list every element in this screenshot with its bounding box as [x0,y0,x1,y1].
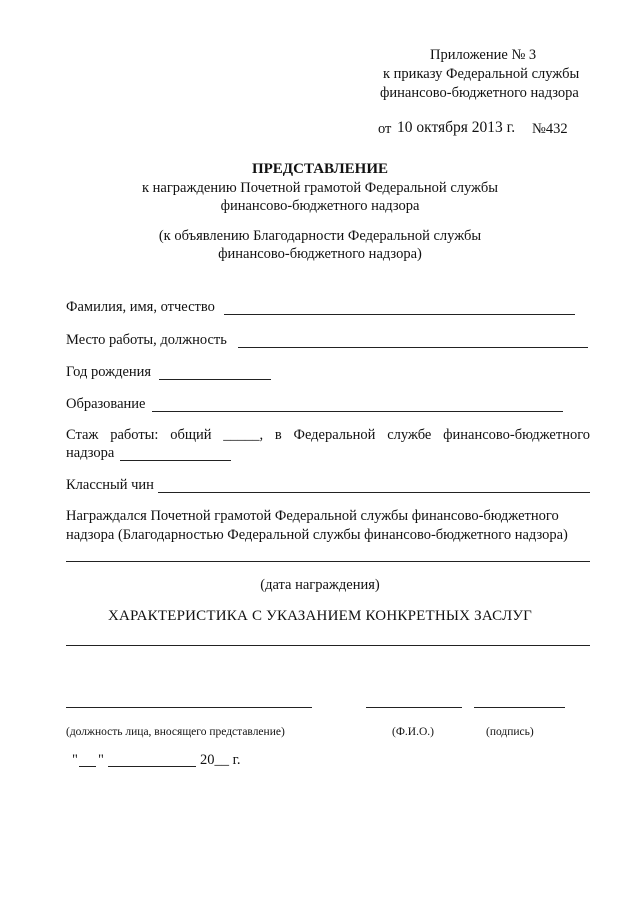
experience-label-2: надзора [66,445,115,461]
document-subtitle-4: финансово-бюджетного надзора) [218,246,422,262]
award-date-caption: (дата награждения) [260,577,380,593]
work-field[interactable] [238,347,588,348]
experience-agency-field[interactable] [120,460,231,461]
birth-year-label: Год рождения [66,364,152,380]
sign-signature-field[interactable] [474,707,565,708]
fio-caption: (Ф.И.О.) [392,726,434,738]
characteristic-field[interactable] [66,645,590,646]
sign-caption: (подпись) [486,726,534,738]
order-number: №432 [532,121,568,137]
awarded-text-1: Награждался Почетной грамотой Федеральной службы финансово-бюджетного [66,508,559,524]
appendix-order-ref: к приказу Федеральной службы [383,66,580,82]
education-label: Образование [66,396,146,412]
characteristic-heading: ХАРАКТЕРИСТИКА С УКАЗАНИЕМ КОНКРЕТНЫХ ЗАСЛУГ [107,608,533,624]
position-caption: (должность лица, вносящего представление) [66,726,285,738]
date-year: 20__ г. [200,752,241,768]
date-quote-close: " [98,752,104,768]
date-prefix: от [378,121,392,137]
class-rank-label: Классный чин [66,477,154,493]
name-label: Фамилия, имя, отчество [66,299,215,315]
date-day-field[interactable] [79,766,96,767]
experience-label: Стаж работы: общий _____, в Федеральной службе финансово-бюджетного [66,427,591,443]
date-quote-open: " [72,752,78,768]
name-field[interactable] [224,314,575,315]
document-subtitle-2: финансово-бюджетного надзора [220,198,420,214]
class-rank-field[interactable] [158,492,590,493]
work-label: Место работы, должность [66,332,227,348]
award-date-field[interactable] [66,561,590,562]
awarded-text-2: надзора (Благодарностью Федеральной службы финансово-бюджетного надзора) [66,527,568,543]
appendix-agency: финансово-бюджетного надзора [380,85,579,101]
document-title: ПРЕДСТАВЛЕНИЕ [251,161,389,177]
position-signature-field[interactable] [66,707,312,708]
experience-total-field[interactable]: _____, [223,427,264,443]
education-field[interactable] [152,411,563,412]
date-month-field[interactable] [108,766,196,767]
order-date: 10 октября 2013 г. [397,119,516,136]
document-subtitle-3: (к объявлению Благодарности Федеральной службы [158,228,482,244]
birth-year-field[interactable] [159,379,271,380]
fio-signature-field[interactable] [366,707,462,708]
appendix-number: Приложение № 3 [430,47,537,63]
document-subtitle-1: к награждению Почетной грамотой Федеральной службы [141,180,498,196]
